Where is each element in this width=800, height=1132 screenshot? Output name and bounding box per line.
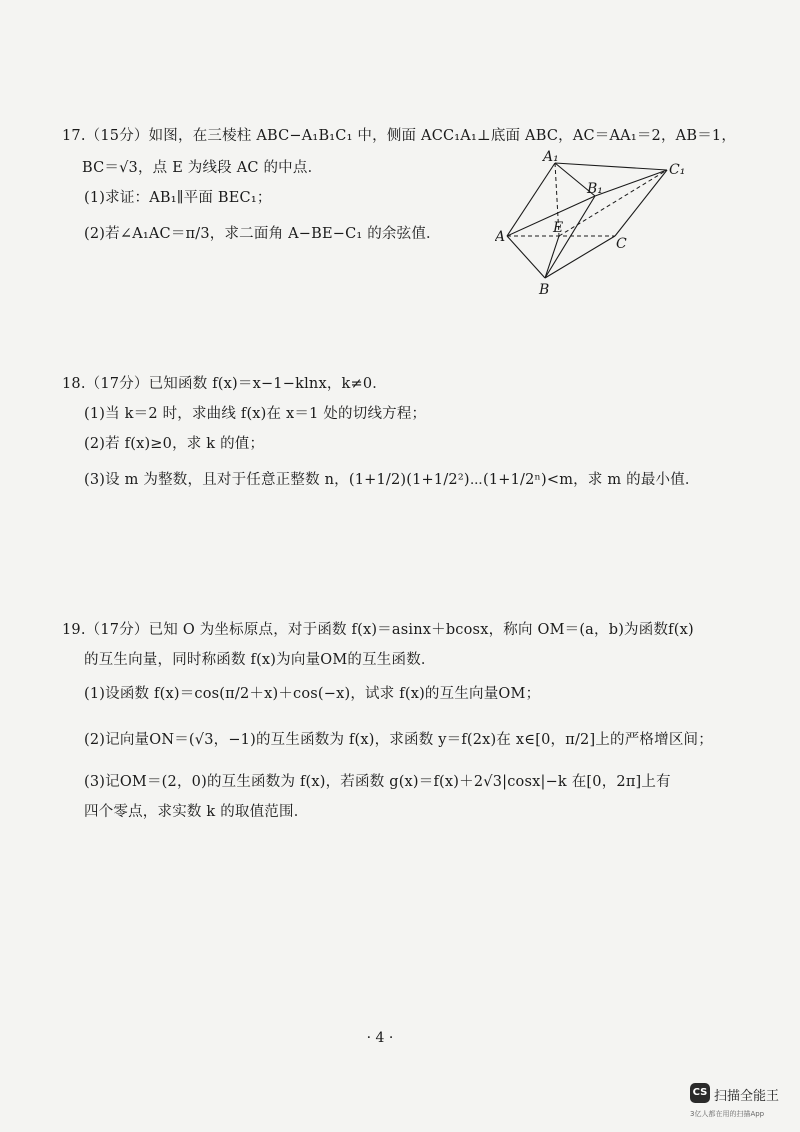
p17-part2: (2)若∠A₁AC＝π/3，求二面角 A−BE−C₁ 的余弦值．	[84, 226, 441, 242]
p18-line1: 18.（17分）已知函数 f(x)＝x−1−klnx，k≠0．	[62, 376, 387, 392]
p19-part1: (1)设函数 f(x)＝cos(π/2＋x)＋cos(−x)，试求 f(x)的互生向量OM；	[84, 686, 541, 702]
edge-a1-c1	[555, 163, 667, 170]
page-number: · 4 ·	[366, 1030, 394, 1046]
camscanner-logo-icon: CS	[690, 1083, 710, 1103]
p19-part3-cont: 四个零点，求实数 k 的取值范围．	[84, 804, 309, 820]
edge-b-c	[545, 236, 615, 278]
p18-part2: (2)若 f(x)≥0，求 k 的值；	[84, 436, 265, 452]
p19-part2: (2)记向量ON＝(√3，−1)的互生函数为 f(x)，求函数 y＝f(2x)在 x∈[0，π/2]上的严格增区间；	[84, 732, 713, 748]
p18-part3: (3)设 m 为整数，且对于任意正整数 n，(1+1/2)(1+1/2²)⋯(1+1/2ⁿ)<m，求 m 的最小值．	[84, 472, 700, 488]
p17-part1: (1)求证：AB₁∥平面 BEC₁；	[84, 190, 272, 206]
p19-part3: (3)记OM＝(2，0)的互生函数为 f(x)，若函数 g(x)＝f(x)＋2√3|cosx|−k 在[0，2π]上有	[84, 774, 671, 790]
segment-b-e	[545, 236, 559, 278]
label-b1: B₁	[587, 181, 603, 197]
label-b: B	[539, 282, 550, 298]
p19-line1: 19.（17分）已知 O 为坐标原点，对于函数 f(x)＝asinx＋bcosx，称向 OM＝(a，b)为函数f(x)	[62, 622, 694, 638]
prism-figure	[495, 148, 695, 298]
p17-line2: BC＝√3，点 E 为线段 AC 的中点．	[82, 160, 323, 176]
label-a1: A₁	[543, 149, 559, 165]
scanner-watermark	[690, 1083, 790, 1123]
label-a: A	[495, 229, 506, 245]
edge-b-b1	[545, 196, 595, 278]
watermark-app-name: 扫描全能王	[714, 1089, 780, 1104]
edge-a-b	[507, 236, 545, 278]
label-e: E	[553, 220, 564, 236]
label-c: C	[616, 236, 627, 252]
label-c1: C₁	[669, 162, 686, 178]
p18-part1: (1)当 k＝2 时，求曲线 f(x)在 x＝1 处的切线方程；	[84, 406, 427, 422]
p17-line1: 17.（15分）如图，在三棱柱 ABC−A₁B₁C₁ 中，侧面 ACC₁A₁⊥底面 ABC，AC＝AA₁＝2，AB＝1，	[62, 128, 737, 144]
p19-line2: 的互生向量，同时称函数 f(x)为向量OM的互生函数．	[84, 652, 436, 668]
watermark-tagline: 3亿人都在用的扫描App	[690, 1110, 765, 1118]
